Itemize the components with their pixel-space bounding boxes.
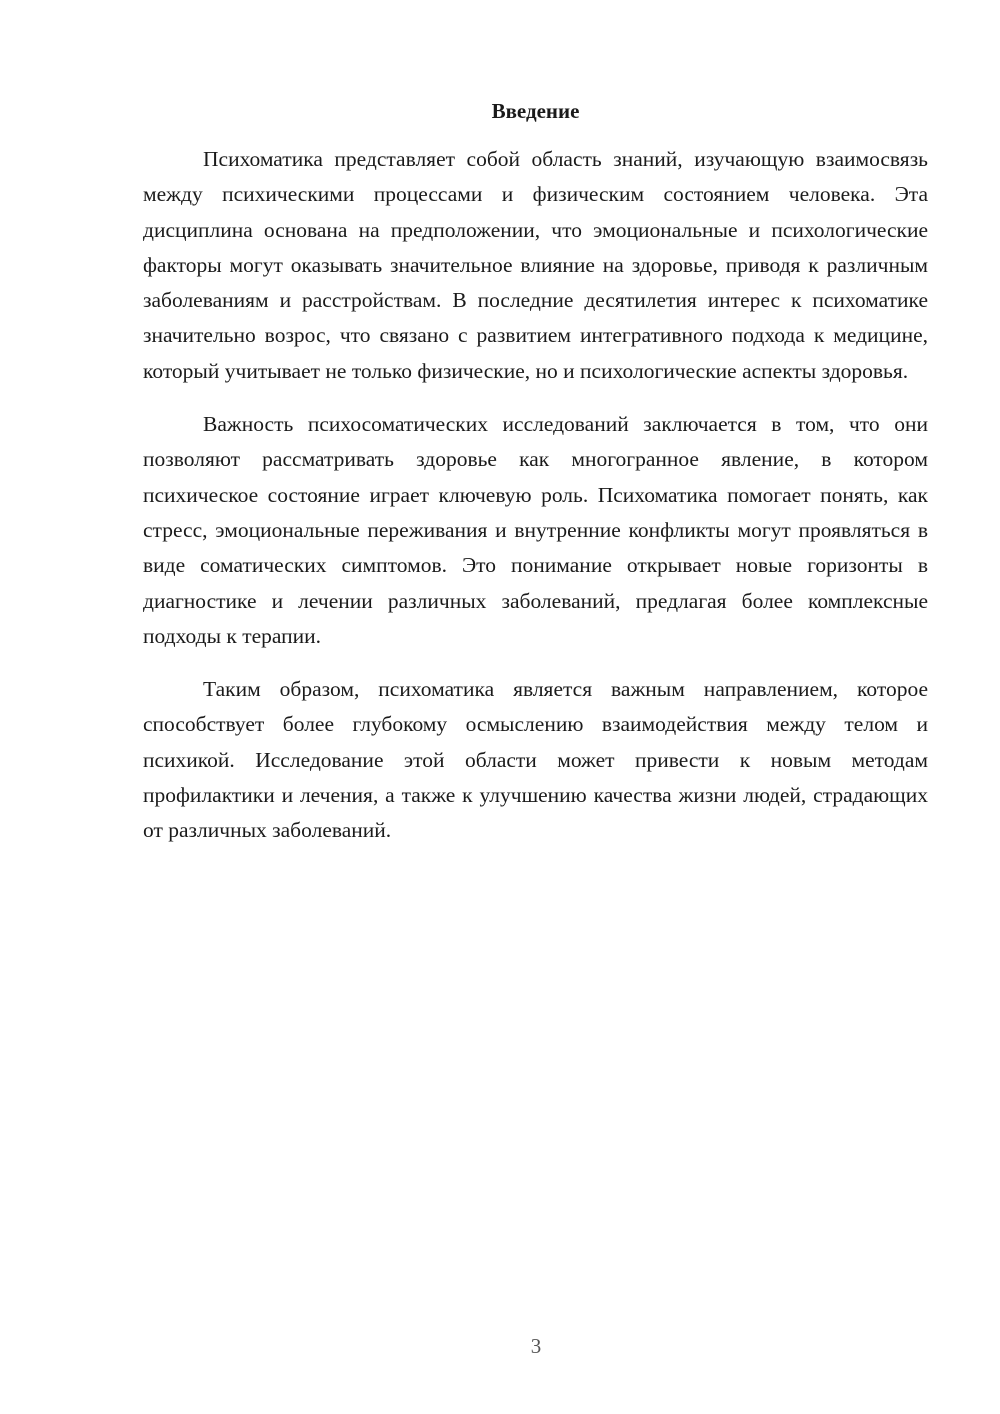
body-text (143, 142, 928, 867)
paragraph-conclusion: Таким образом, психоматика является важным направлением, которое способствует более глубокому осмыслению взаимодействия между телом и психикой. Исследование этой области может привести к новым методам профилактики и лечения, а также к улучшению качества жизни людей, страдающих от различных заболеваний. (143, 677, 928, 843)
page-number: 3 (530, 1334, 542, 1358)
paragraph-intro: Психоматика представляет собой область знаний, изучающую взаимосвязь между психическими процессами и физическим состоянием человека. Эта дисциплина основана на предположении, что эмоциональные и психологические факторы могут оказывать значительное влияние на здоровье, приводя к различным заболеваниям и расстройствам. В последние десятилетия интерес к психоматике значительно возрос, что связано с развитием интегративного подхода к медицине, который учитывает не только физические, но и психологические аспекты здоровья. (143, 147, 928, 383)
paragraph-importance: Важность психосоматических исследований заключается в том, что они позволяют рассматривать здоровье как многогранное явление, в котором психическое состояние играет ключевую роль. Психоматика помогает понять, как стресс, эмоциональные переживания и внутренние конфликты могут проявляться в виде соматических симптомов. Это понимание открывает новые горизонты в диагностике и лечении различных заболеваний, предлагая более комплексные подходы к терапии. (143, 412, 928, 648)
section-title: Введение (491, 99, 580, 123)
